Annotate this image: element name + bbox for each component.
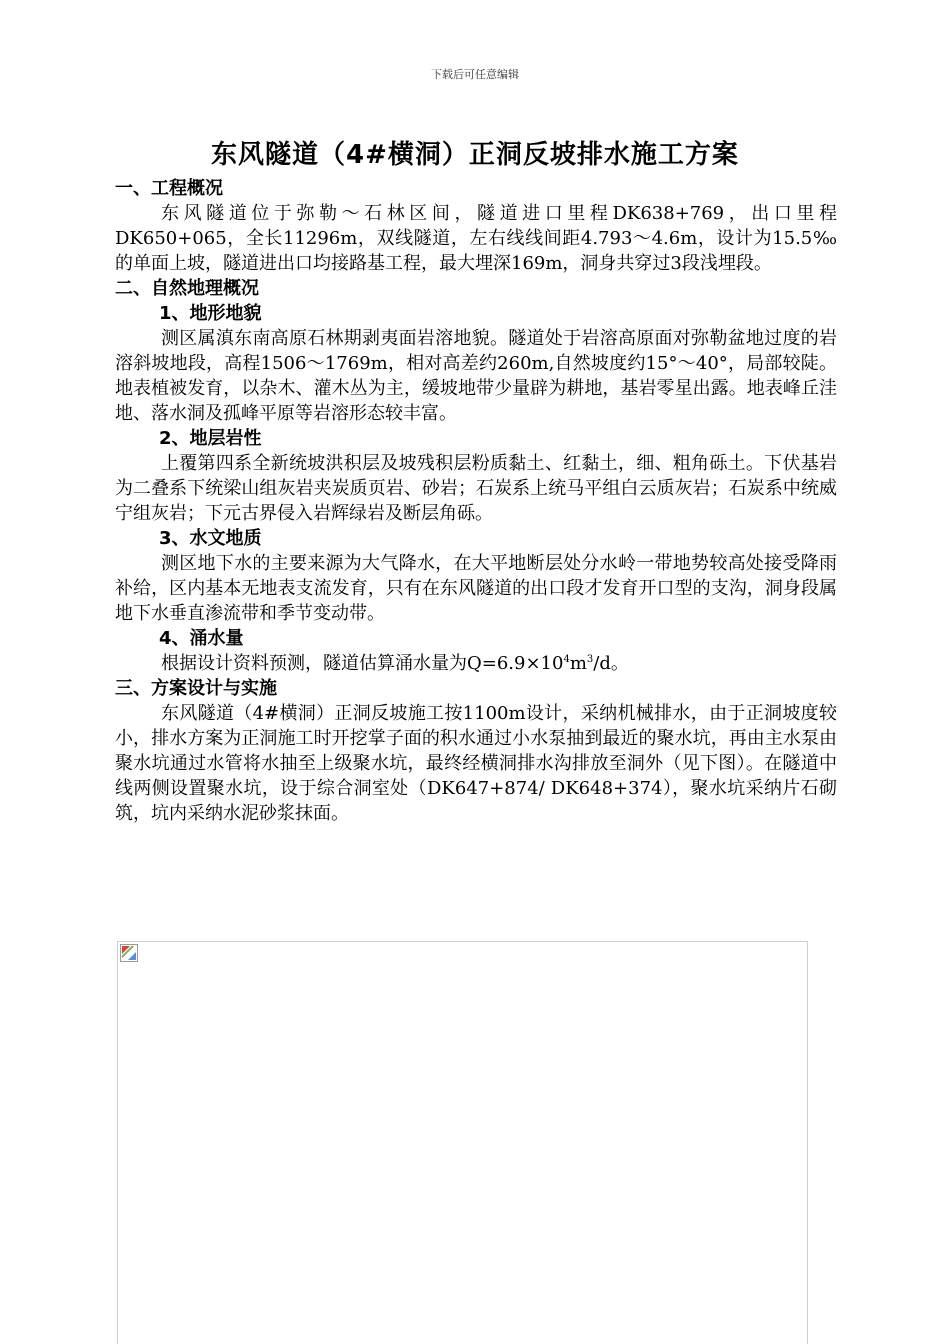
section-heading-geography: 二、自然地理概况	[115, 278, 259, 299]
subheading-water-inflow: 4、涌水量	[159, 628, 244, 649]
hydrogeology-paragraph: 测区地下水的主要来源为大气降水，在大平地断层处分水岭一带地势较高处接受降雨补给，区内基本无地表支流发育，只有在东风隧道的出口段才发育开口型的支沟，洞身段属地下水垂直渗流带和季节变动带。	[115, 553, 837, 624]
section-heading-overview: 一、工程概况	[115, 178, 223, 199]
document-body	[115, 176, 837, 826]
subheading-strata: 2、地层岩性	[159, 428, 262, 449]
exponent-4: 4	[563, 654, 570, 665]
exponent-3: 3	[586, 654, 594, 665]
plan-paragraph: 东风隧道（4#横洞）正洞反坡施工按1100m设计，采纳机械排水，由于正洞坡度较小，排水方案为正洞施工时开挖掌子面的积水通过小水泵抽到最近的聚水坑，再由主水泵由聚水坑通过水管将水抽至上级聚水坑，最终经横洞排水沟排放至洞外（见下图）。在隧道中线两侧设置聚水坑，设于综合洞室处（DK647+874/ DK648+374），聚水坑采纳片石砌筑，坑内采纳水泥砂浆抹面。	[115, 703, 837, 824]
water-inflow-unit: m	[569, 653, 587, 674]
water-inflow-text-pre: 根据设计资料预测，隧道估算涌水量为Q=6.9×10	[161, 653, 564, 674]
subheading-terrain: 1、地形地貌	[159, 303, 262, 324]
broken-image-icon	[120, 944, 138, 962]
strata-paragraph: 上覆第四系全新统坡洪积层及坡残积层粉质黏土、红黏土，细、粗角砾土。下伏基岩为二叠系下统梁山组灰岩夹炭质页岩、砂岩；石炭系上统马平组白云质灰岩；石炭系中统威宁组灰岩；下元古界侵入岩辉绿岩及断层角砾。	[115, 453, 837, 524]
water-inflow-paragraph	[115, 651, 837, 676]
terrain-paragraph: 测区属滇东南高原石林期剥夷面岩溶地貌。隧道处于岩溶高原面对弥勒盆地过度的岩溶斜坡地段，高程1506～1769m，相对高差约260m,自然坡度约15°～40°，局部较陡。地表植被发育，以杂木、灌木丛为主，缓坡地带少量辟为耕地，基岩零星出露。地表峰丘洼地、落水洞及孤峰平原等岩溶形态较丰富。	[115, 328, 837, 424]
water-inflow-text-post: /d。	[593, 653, 629, 674]
watermark-text: 下载后可任意编辑	[431, 68, 519, 81]
subheading-hydrogeology: 3、水文地质	[159, 528, 262, 549]
figure-placeholder	[117, 941, 808, 1344]
overview-paragraph: 东风隧道位于弥勒～石林区间，隧道进口里程DK638+769，出口里程DK650+065，全长11296m，双线隧道，左右线线间距4.793～4.6m，设计为15.5‰的单面上坡，隧道进出口均接路基工程，最大埋深169m，洞身共穿过3段浅埋段。	[115, 203, 837, 274]
section-heading-plan: 三、方案设计与实施	[115, 678, 277, 699]
document-title: 东风隧道（4#横洞）正洞反坡排水施工方案	[211, 140, 739, 170]
